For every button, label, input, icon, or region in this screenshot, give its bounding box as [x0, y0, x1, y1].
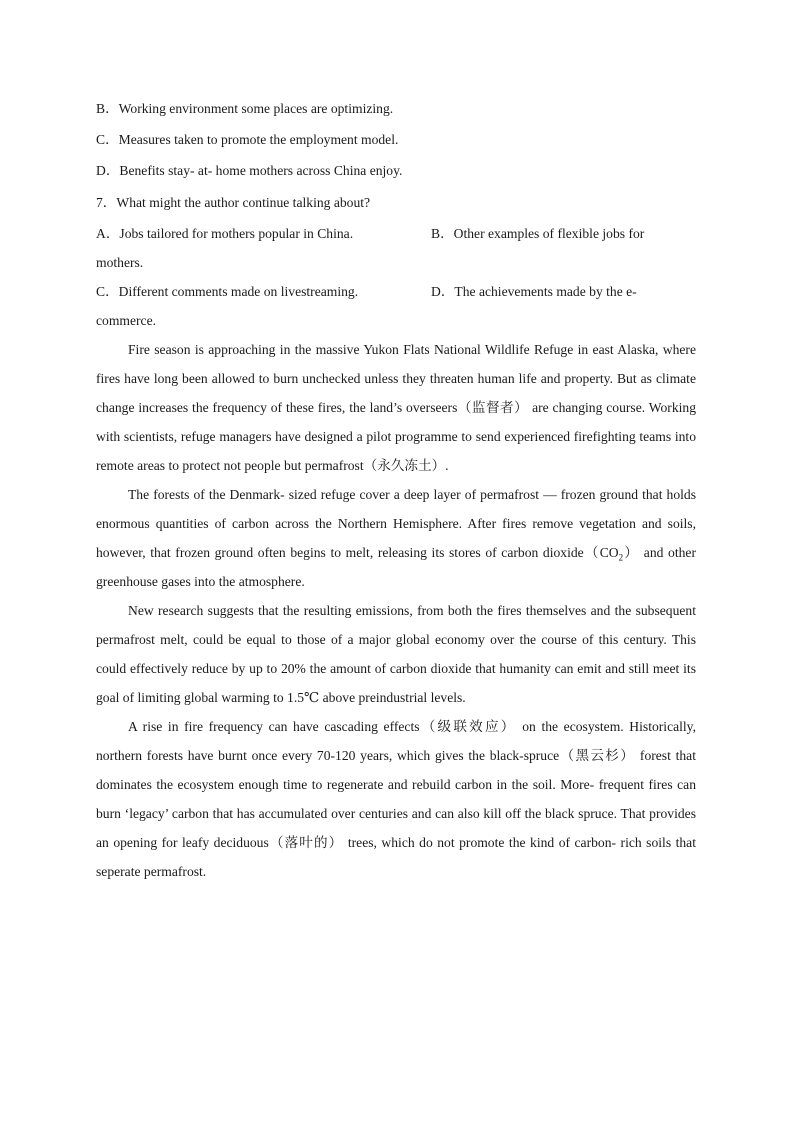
document-page — [96, 94, 696, 886]
q6-option-d: D．Benefits stay- at- home mothers across China enjoy. — [96, 163, 403, 178]
q7-options-row-2 — [96, 277, 696, 306]
q6-option-b: B．Working environment some places are optimizing. — [96, 101, 394, 116]
q7-option-b: B．Other examples of flexible jobs for — [431, 226, 645, 241]
passage-paragraph-3: New research suggests that the resulting emissions, from both the fires themselves and the subsequent permafrost melt, could be equal to those of a major global economy over the course of this century. This could effectively reduce by up to 20% the amount of carbon dioxide that humanity can emit and still meet its goal of limiting global warming to 1.5℃ above preindustrial levels. — [96, 603, 696, 705]
q7-option-d: D．The achievements made by the e- — [431, 284, 637, 299]
q7-options-row-1 — [96, 219, 696, 248]
passage-paragraph-4: A rise in fire frequency can have cascading effects（级联效应） on the ecosystem. Historically, northern forests have burnt once every 70-120 years, which gives the black-spruce（黑云杉） forest that dominates the ecosystem enough time to regenerate and rebuild carbon in the soil. More- frequent fires can burn ‘legacy’ carbon that has accumulated over centuries and can also kill off the black spruce. That provides an opening for leafy deciduous（落叶的） trees, which do not promote the kind of carbon- rich soils that seperate permafrost. — [96, 719, 696, 879]
passage-paragraph-2-end: ） and other greenhouse gases into the atmosphere. — [96, 545, 696, 589]
co2-subscript: 2 — [618, 552, 624, 563]
q6-option-c: C．Measures taken to promote the employment model. — [96, 132, 399, 147]
passage-paragraph-2-text: The forests of the Denmark- sized refuge cover a deep layer of permafrost — frozen ground that holds enormous quantities of carbon across the Northern Hemisphere. After fires remove vegetation and soils, however, that frozen ground often begins to melt, releasing its stores of carbon dioxide（CO — [96, 487, 696, 560]
q7-stem: 7．What might the author continue talking about? — [96, 195, 371, 210]
q7-option-a: A．Jobs tailored for mothers popular in China. — [96, 226, 354, 241]
q7-option-d-continued: commerce. — [96, 313, 157, 328]
passage-paragraph-1: Fire season is approaching in the massive Yukon Flats National Wildlife Refuge in east Alaska, where fires have long been allowed to burn unchecked unless they threaten human life and property. But as climate change increases the frequency of these fires, the land’s overseers（监督者） are changing course. Working with scientists, refuge managers have designed a pilot programme to send experienced firefighting teams into remote areas to protect not people but permafrost（永久冻土）. — [96, 342, 696, 473]
passage-paragraph-2 — [96, 480, 696, 596]
q7-option-c: C．Different comments made on livestreaming. — [96, 284, 359, 299]
q7-option-b-continued: mothers. — [96, 255, 144, 270]
